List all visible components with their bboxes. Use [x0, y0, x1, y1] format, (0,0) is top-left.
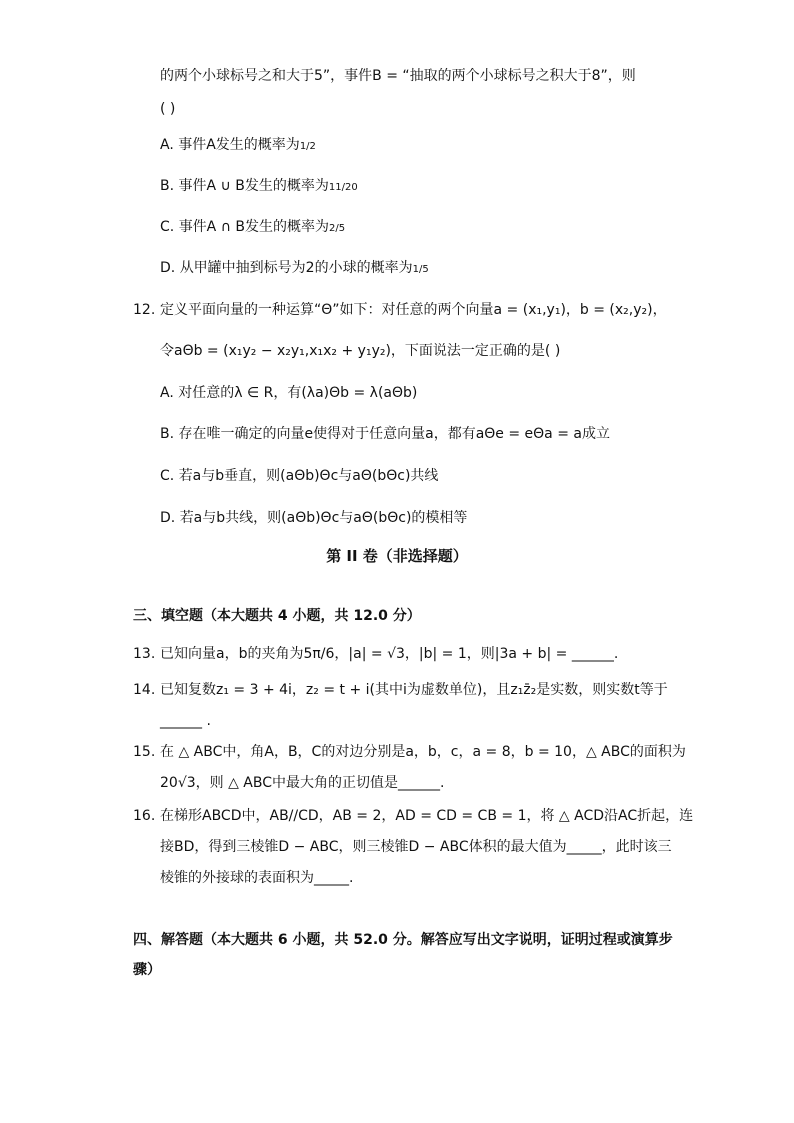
option-text: 存在唯一确定的向量e使得对于任意向量a，都有aΘe = eΘa = a成立 [178, 426, 610, 442]
option-fraction: 11/20 [328, 182, 358, 193]
q12-number: 12. [133, 302, 156, 318]
q12-option-a [160, 383, 417, 403]
part2-title: 第 II 卷（非选择题） [326, 547, 468, 565]
option-text: 对任意的λ ∈ R，有(λa)Θb = λ(aΘb) [178, 385, 418, 401]
option-label: D. [160, 510, 176, 526]
option-label: C. [160, 468, 175, 484]
q12-option-b [160, 424, 610, 444]
q16-text-line3: 棱锥的外接球的表面积为_____. [160, 870, 354, 886]
q15-text-line2: 20√3，则 △ ABC中最大角的正切值是______. [160, 775, 445, 791]
option-label: D. [160, 260, 176, 276]
option-text: 事件A ∩ B发生的概率为 [178, 219, 330, 235]
q14-text-line2: ______ . [160, 713, 211, 729]
option-label: B. [160, 178, 175, 194]
q12-option-c [160, 466, 438, 486]
option-text: 若a与b共线，则(aΘb)Θc与aΘ(bΘc)的模相等 [179, 510, 468, 526]
q13-number: 13. [133, 646, 156, 662]
q11-option-b [160, 176, 358, 198]
q12-option-d [160, 508, 467, 528]
q16-text-line1: 在梯形ABCD中，AB//CD，AB = 2，AD = CD = CB = 1，将 △ ACD沿AC折起，连 [160, 808, 694, 824]
section4-heading-line2: 骤） [133, 962, 161, 978]
option-text: 事件A ∪ B发生的概率为 [178, 178, 329, 194]
option-label: A. [160, 385, 174, 401]
option-text: 从甲罐中抽到标号为2的小球的概率为 [179, 260, 413, 276]
q11-answer-bracket: ( ) [160, 101, 176, 117]
option-text: 事件A发生的概率为 [178, 137, 300, 153]
q11-option-a [160, 135, 316, 157]
option-fraction: 1/5 [412, 264, 429, 275]
q15-text-line1: 在 △ ABC中，角A，B，C的对边分别是a，b，c，a = 8，b = 10，△ ABC的面积为 [160, 744, 686, 760]
q12-text-line2: 令aΘb = (x₁y₂ − x₂y₁,x₁x₂ + y₁y₂)，下面说法一定正确的是( ) [160, 343, 561, 359]
q11-option-c [160, 217, 345, 239]
q15-number: 15. [133, 744, 156, 760]
q11-option-d [160, 258, 429, 280]
q14-text-line1: 已知复数z₁ = 3 + 4i，z₂ = t + i(其中i为虚数单位)，且z₁z̄₂是实数，则实数t等于 [160, 682, 668, 698]
option-label: C. [160, 219, 175, 235]
option-text: 若a与b垂直，则(aΘb)Θc与aΘ(bΘc)共线 [178, 468, 439, 484]
q13-text: 已知向量a，b的夹角为5π/6，|a| = √3，|b| = 1，则|3a + b| = ______. [160, 646, 619, 662]
section4-heading-line1: 四、解答题（本大题共 6 小题，共 52.0 分。解答应写出文字说明，证明过程或演算步 [133, 932, 673, 948]
section3-heading: 三、填空题（本大题共 4 小题，共 12.0 分） [133, 608, 421, 624]
q12-text-line1: 定义平面向量的一种运算“Θ”如下：对任意的两个向量a = (x₁,y₁)，b = (x₂,y₂)， [160, 302, 667, 318]
option-label: B. [160, 426, 175, 442]
q16-text-line2: 接BD，得到三棱锥D − ABC，则三棱锥D − ABC体积的最大值为_____，此时该三 [160, 839, 672, 855]
q16-number: 16. [133, 808, 156, 824]
q11-text-line1: 的两个小球标号之和大于5”，事件B = “抽取的两个小球标号之积大于8”，则 [160, 68, 636, 84]
q14-number: 14. [133, 682, 156, 698]
option-label: A. [160, 137, 174, 153]
option-fraction: 1/2 [299, 141, 316, 152]
option-fraction: 2/5 [329, 223, 346, 234]
